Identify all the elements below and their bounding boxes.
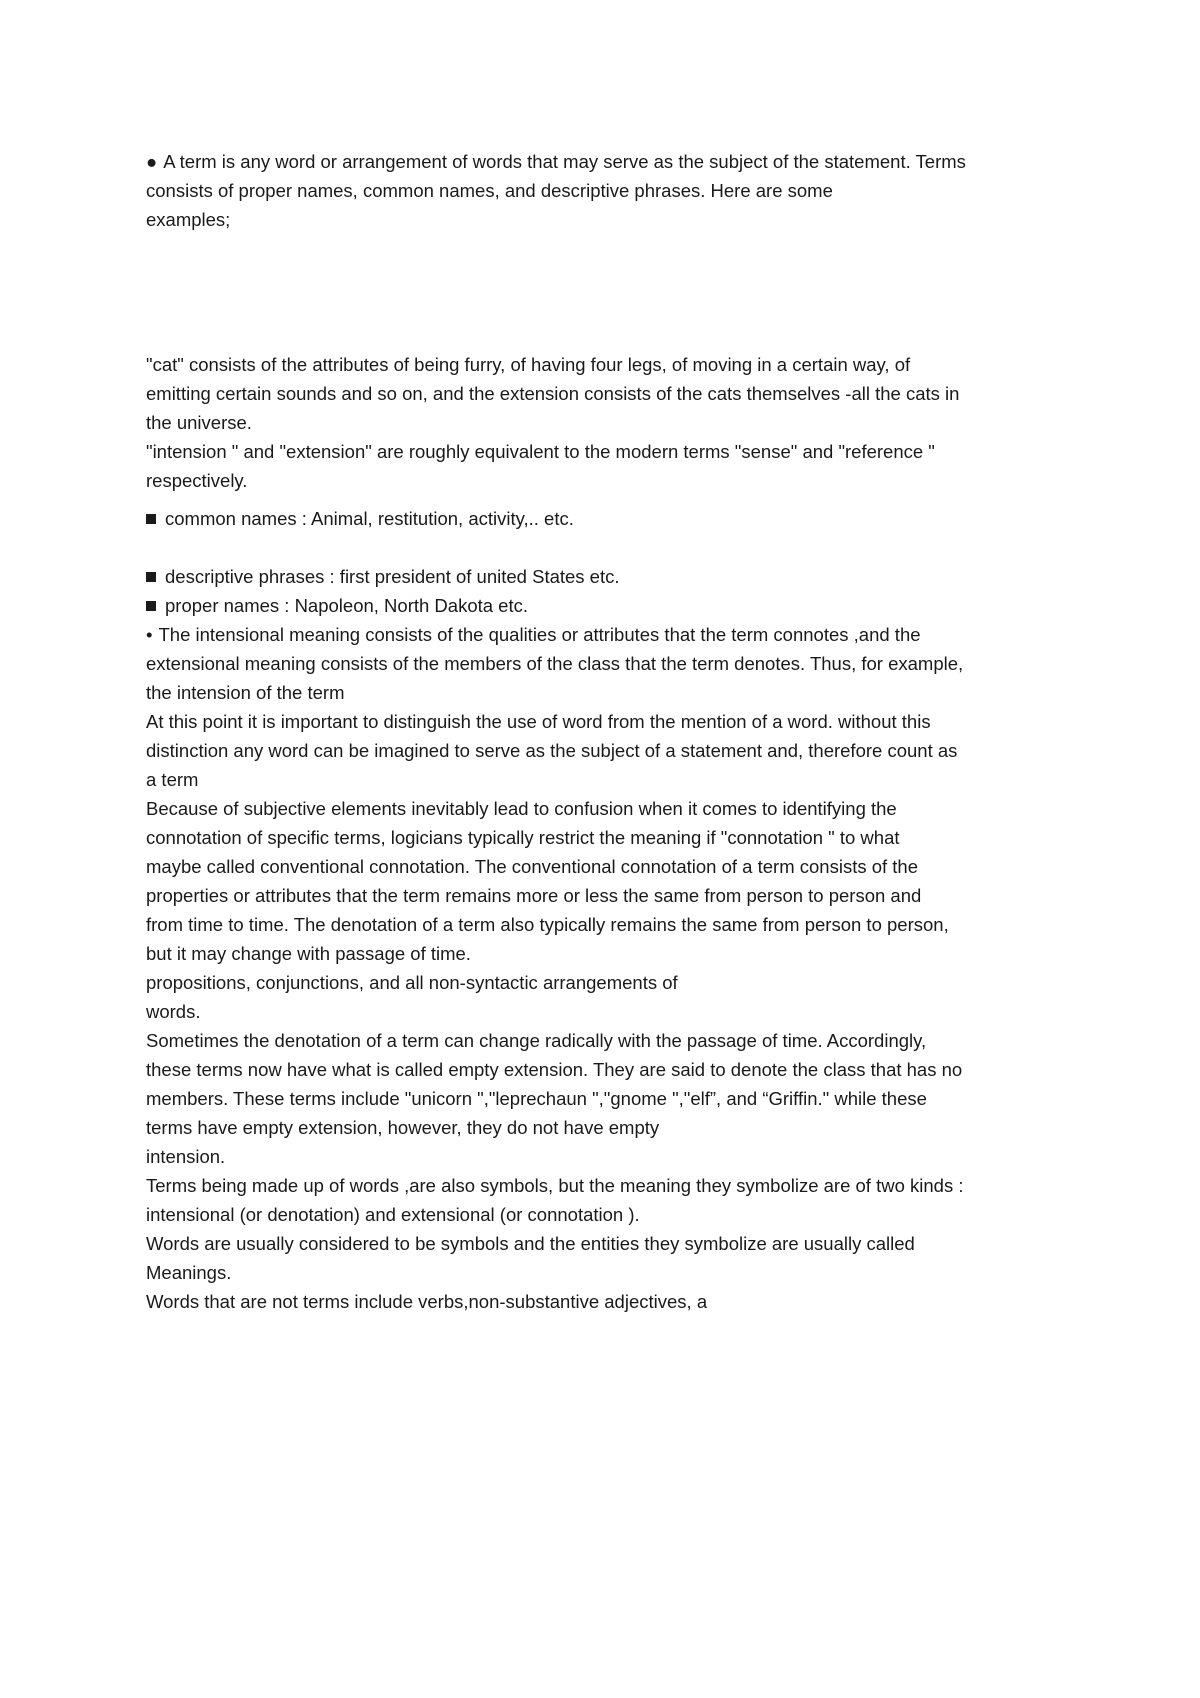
connotation-line-4: properties or attributes that the term remains more or less the same from person to person and	[146, 885, 922, 906]
symbols-line-1: Terms being made up of words ,are also symbols, but the meaning they symbolize are of two kinds :	[146, 1175, 964, 1196]
cat-line-2: emitting certain sounds and so on, and the extension consists of the cats themselves -all the cats in	[146, 383, 960, 404]
cat-line-1: "cat" consists of the attributes of being furry, of having four legs, of moving in a certain way, of	[146, 354, 911, 375]
list-item-proper-names	[146, 591, 1066, 620]
spacer	[146, 495, 1066, 504]
list-item-common-names	[146, 504, 1066, 533]
mention-line-2: distinction any word can be imagined to serve as the subject of a statement and, therefore count as	[146, 740, 958, 761]
descriptive-phrases-text: descriptive phrases : first president of united States etc.	[165, 566, 620, 587]
empty-extension-line-4: terms have empty extension, however, they do not have empty	[146, 1117, 660, 1138]
meanings-line-1: Words are usually considered to be symbols and the entities they symbolize are usually called	[146, 1233, 915, 1254]
intensional-line-3: the intension of the term	[146, 682, 345, 703]
document-body	[146, 147, 1066, 1316]
symbols-line-2: intensional (or denotation) and extensional (or connotation ).	[146, 1204, 640, 1225]
mention-line-3: a term	[146, 769, 199, 790]
intro-line-1: A term is any word or arrangement of words that may serve as the subject of the statement. Terms	[163, 151, 966, 172]
small-bullet-icon: •	[146, 624, 153, 645]
intro-paragraph	[146, 147, 1066, 176]
mention-line-1: At this point it is important to distinguish the use of word from the mention of a word. without this	[146, 711, 931, 732]
connotation-line-6: but it may change with passage of time.	[146, 943, 471, 964]
connotation-line-1: Because of subjective elements inevitably lead to confusion when it comes to identifying the	[146, 798, 897, 819]
connotation-line-3: maybe called conventional connotation. The conventional connotation of a term consists of the	[146, 856, 919, 877]
intro-line-2: consists of proper names, common names, and descriptive phrases. Here are some	[146, 180, 833, 201]
intensional-line-2: extensional meaning consists of the members of the class that the term denotes. Thus, for example,	[146, 653, 964, 674]
propositions-line-1: propositions, conjunctions, and all non-syntactic arrangements of	[146, 972, 678, 993]
common-names-text: common names : Animal, restitution, activity,.. etc.	[165, 508, 574, 529]
spacer	[146, 234, 1066, 350]
not-terms-line-1: Words that are not terms include verbs,non-substantive adjectives, a	[146, 1291, 708, 1312]
proper-names-text: proper names : Napoleon, North Dakota etc.	[165, 595, 528, 616]
empty-extension-line-2: these terms now have what is called empty extension. They are said to denote the class that has no	[146, 1059, 963, 1080]
empty-extension-line-5: intension.	[146, 1146, 226, 1167]
intensional-paragraph	[146, 620, 1066, 649]
intension-line-1: "intension " and "extension" are roughly equivalent to the modern terms "sense" and "reference "	[146, 441, 935, 462]
empty-extension-line-1: Sometimes the denotation of a term can change radically with the passage of time. Accordingly,	[146, 1030, 927, 1051]
connotation-line-5: from time to time. The denotation of a term also typically remains the same from person to person,	[146, 914, 949, 935]
square-bullet-icon	[146, 514, 156, 524]
bullet-icon: ●	[146, 151, 158, 172]
cat-line-3: the universe.	[146, 412, 252, 433]
propositions-line-2: words.	[146, 1001, 201, 1022]
connotation-line-2: connotation of specific terms, logicians typically restrict the meaning if "connotation " to what	[146, 827, 900, 848]
square-bullet-icon	[146, 601, 156, 611]
intro-line-3: examples;	[146, 209, 231, 230]
meanings-line-2: Meanings.	[146, 1262, 232, 1283]
empty-extension-line-3: members. These terms include "unicorn ","leprechaun ","gnome ","elf”, and “Griffin." while these	[146, 1088, 927, 1109]
intension-line-2: respectively.	[146, 470, 248, 491]
intensional-line-1: The intensional meaning consists of the qualities or attributes that the term connotes ,and the	[158, 624, 921, 645]
list-item-descriptive-phrases	[146, 562, 1066, 591]
spacer	[146, 533, 1066, 562]
square-bullet-icon	[146, 572, 156, 582]
